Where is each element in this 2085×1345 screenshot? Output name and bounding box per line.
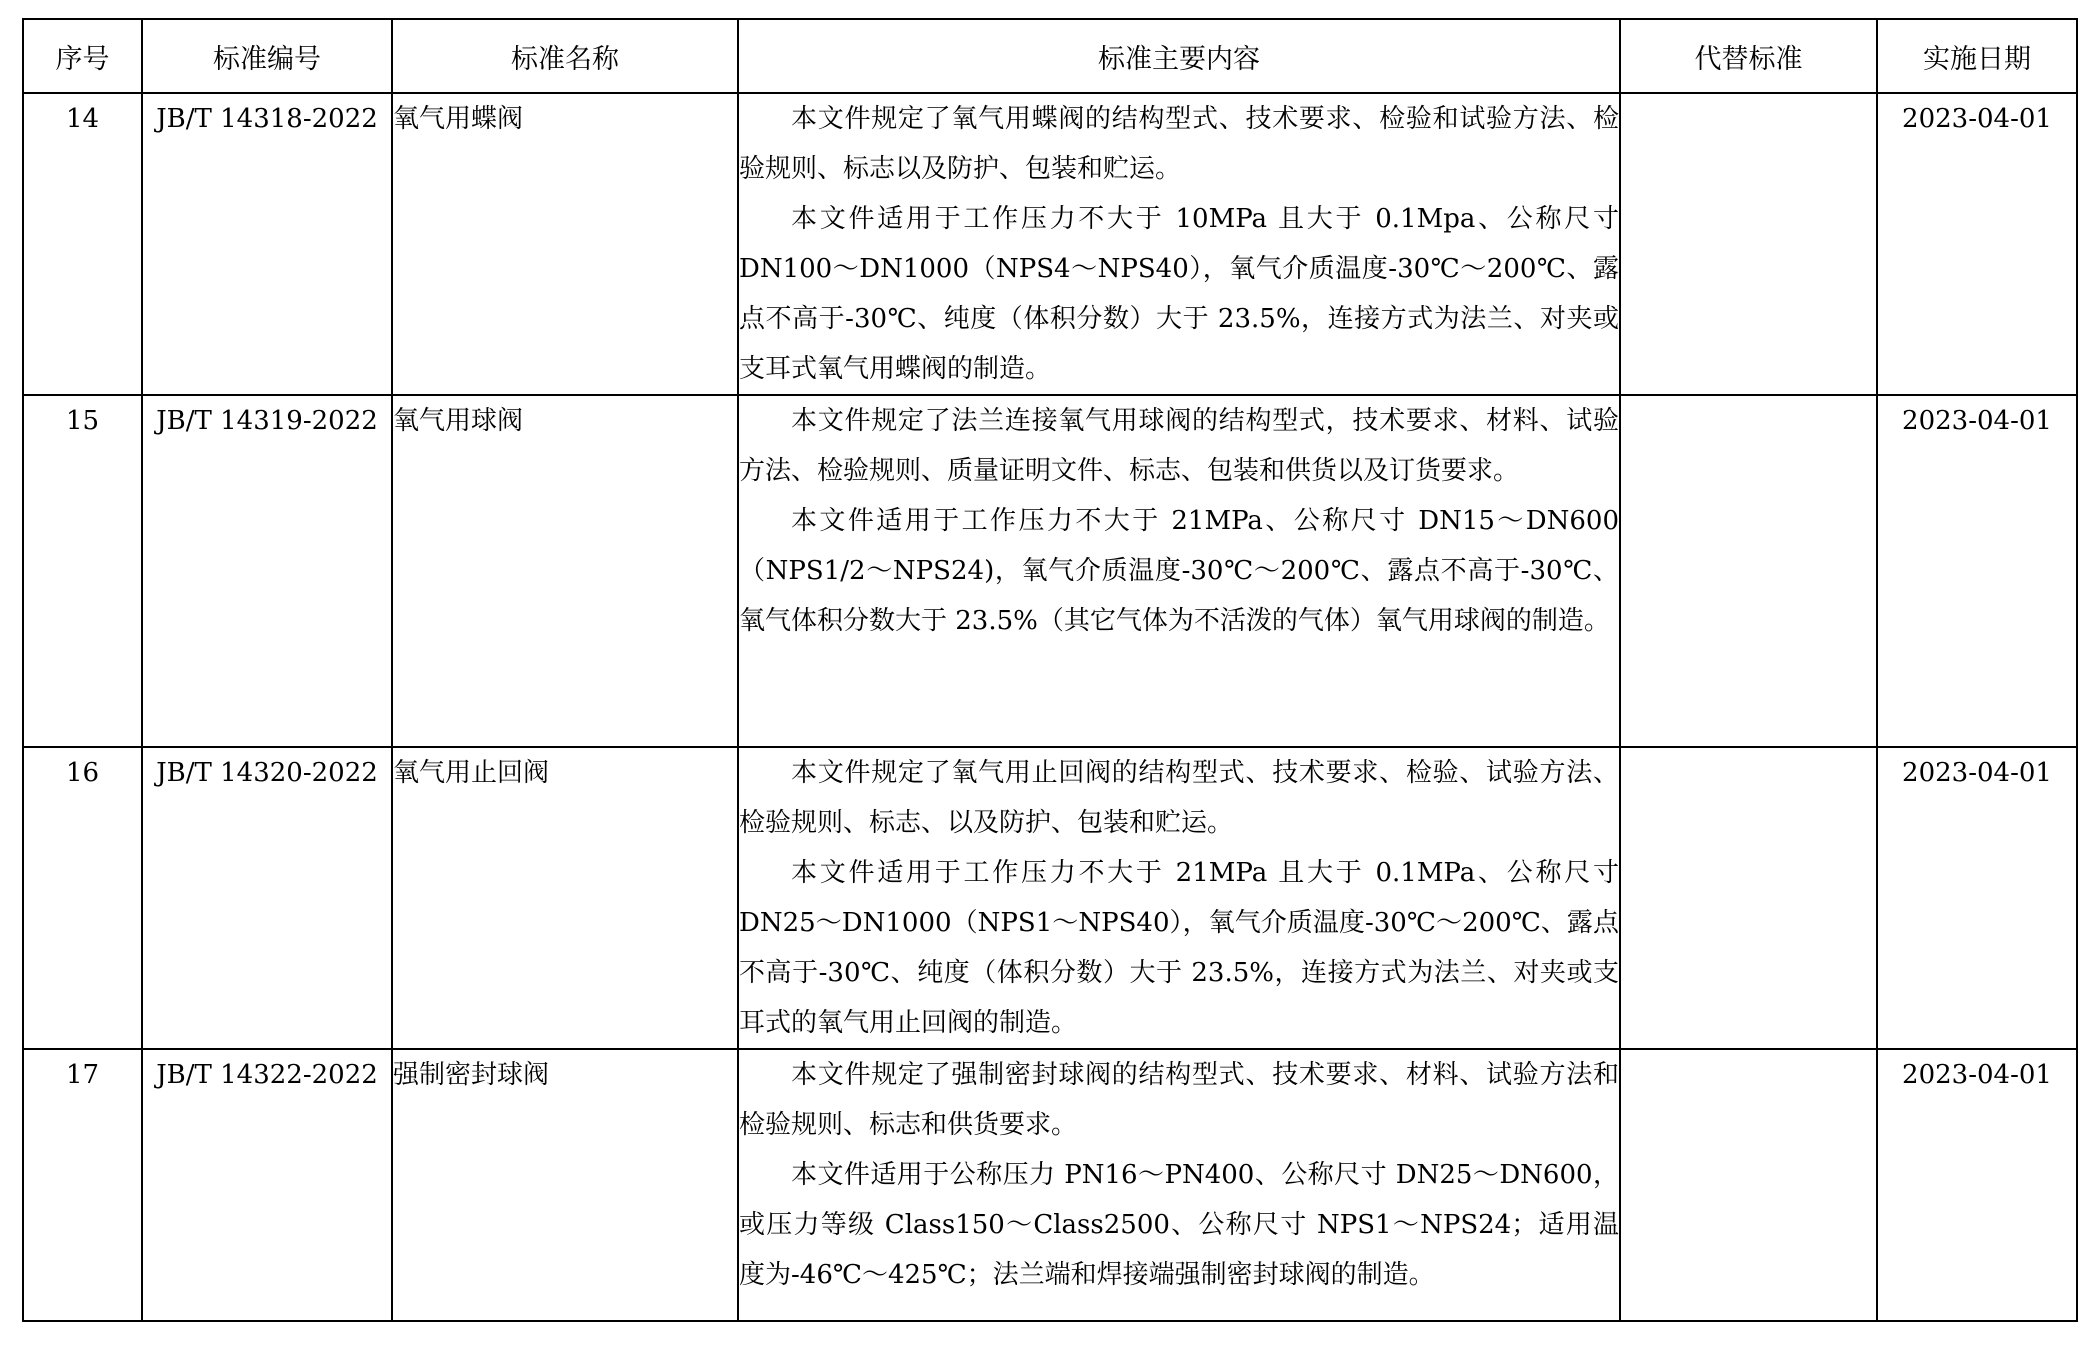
seq-cell: 14 <box>23 93 142 395</box>
name-cell: 强制密封球阀 <box>392 1049 738 1321</box>
table-row <box>23 395 2077 747</box>
content-cell <box>738 93 1620 395</box>
content-scope-paragraph: 本文件规定了强制密封球阀的结构型式、技术要求、材料、试验方法和检验规则、标志和供货要求。 <box>739 1060 1619 1140</box>
seq-cell: 16 <box>23 747 142 1049</box>
name-cell: 氧气用球阀 <box>392 395 738 747</box>
table-row <box>23 1049 2077 1321</box>
content-applicability-paragraph: 本文件适用于工作压力不大于 21MPa 且大于 0.1MPa、公称尺寸 DN25～DN1000（NPS1～NPS40），氧气介质温度-30℃～200℃、露点不高于-30℃、纯度（体积分数）大于 23.5%，连接方式为法兰、对夹或支耳式的氧气用止回阀的制造。 <box>739 858 1619 1038</box>
header-seq: 序号 <box>23 19 142 93</box>
table-row <box>23 747 2077 1049</box>
seq-cell: 15 <box>23 395 142 747</box>
replace-cell <box>1620 1049 1877 1321</box>
header-code: 标准编号 <box>142 19 392 93</box>
date-cell: 2023-04-01 <box>1877 747 2077 1049</box>
replace-cell <box>1620 747 1877 1049</box>
content-applicability-paragraph: 本文件适用于工作压力不大于 10MPa 且大于 0.1Mpa、公称尺寸 DN100～DN1000（NPS4～NPS40），氧气介质温度-30℃～200℃、露点不高于-30℃、纯度（体积分数）大于 23.5%，连接方式为法兰、对夹或支耳式氧气用蝶阀的制造。 <box>739 204 1619 384</box>
standards-table <box>22 18 2078 1322</box>
header-date: 实施日期 <box>1877 19 2077 93</box>
content-applicability-paragraph: 本文件适用于公称压力 PN16～PN400、公称尺寸 DN25～DN600，或压力等级 Class150～Class2500、公称尺寸 NPS1～NPS24；适用温度为-46℃～425℃；法兰端和焊接端强制密封球阀的制造。 <box>739 1160 1619 1290</box>
code-cell: JB/T 14322-2022 <box>142 1049 392 1321</box>
code-cell: JB/T 14320-2022 <box>142 747 392 1049</box>
replace-cell <box>1620 395 1877 747</box>
content-cell <box>738 1049 1620 1321</box>
code-cell: JB/T 14319-2022 <box>142 395 392 747</box>
content-scope-paragraph: 本文件规定了氧气用止回阀的结构型式、技术要求、检验、试验方法、检验规则、标志、以及防护、包装和贮运。 <box>739 758 1619 838</box>
content-cell <box>738 747 1620 1049</box>
date-cell: 2023-04-01 <box>1877 93 2077 395</box>
content-scope-paragraph: 本文件规定了氧气用蝶阀的结构型式、技术要求、检验和试验方法、检验规则、标志以及防护、包装和贮运。 <box>739 104 1619 184</box>
name-cell: 氧气用止回阀 <box>392 747 738 1049</box>
date-cell: 2023-04-01 <box>1877 1049 2077 1321</box>
header-row <box>23 19 2077 93</box>
content-scope-paragraph: 本文件规定了法兰连接氧气用球阀的结构型式，技术要求、材料、试验方法、检验规则、质量证明文件、标志、包装和供货以及订货要求。 <box>739 406 1619 486</box>
content-applicability-paragraph: 本文件适用于工作压力不大于 21MPa、公称尺寸 DN15～DN600（NPS1/2～NPS24)，氧气介质温度-30℃～200℃、露点不高于-30℃、氧气体积分数大于 23.5%（其它气体为不活泼的气体）氧气用球阀的制造。 <box>739 506 1619 636</box>
replace-cell <box>1620 93 1877 395</box>
content-cell <box>738 395 1620 747</box>
code-cell: JB/T 14318-2022 <box>142 93 392 395</box>
date-cell: 2023-04-01 <box>1877 395 2077 747</box>
header-content: 标准主要内容 <box>738 19 1620 93</box>
header-replace: 代替标准 <box>1620 19 1877 93</box>
header-name: 标准名称 <box>392 19 738 93</box>
seq-cell: 17 <box>23 1049 142 1321</box>
name-cell: 氧气用蝶阀 <box>392 93 738 395</box>
table-row <box>23 93 2077 395</box>
